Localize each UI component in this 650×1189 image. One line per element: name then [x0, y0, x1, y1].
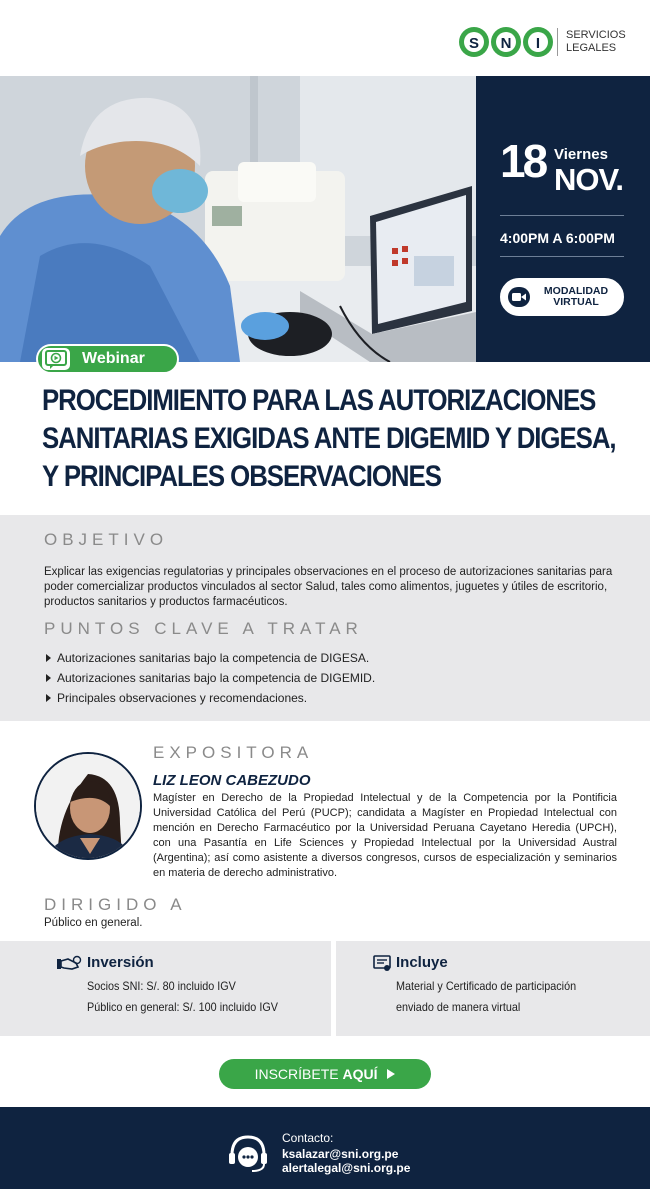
handshake-money-icon [56, 955, 82, 973]
list-item [46, 648, 375, 668]
list-item-text: Principales observaciones y recomendaciones. [57, 691, 308, 705]
play-screen-icon [42, 348, 70, 370]
divider [500, 256, 624, 257]
title-line1: PROCEDIMIENTO PARA LAS AUTORIZACIONES [42, 384, 596, 417]
modality-line2: VIRTUAL [553, 296, 599, 308]
contact-email-2[interactable]: alertalegal@sni.org.pe [282, 1161, 411, 1175]
speaker-bio: Magíster en Derecho de la Propiedad Intelectual y de la Competencia por la Pontificia Universidad Católica del Perú (PUCP); candidata a Magíster en Propiedad Intelectual con mención en Derecho Farmacéutico por la Universidad Peruana Cayetano Heredia (UPCH), con una Pasantía en Life Sciences y Propiedad Intelectual por la Universidad Austral (Argentina); así como asistente a diversos congresos, cursos de especialización y seminarios en materia de derecho administrativo. [153, 792, 617, 879]
sni-logo [459, 26, 553, 58]
incluye-box [336, 941, 650, 1036]
title-line2: SANITARIAS EXIGIDAS ANTE DIGEMID Y DIGESA, [42, 422, 616, 455]
speaker-avatar [34, 752, 142, 860]
logo-letter-s: S [468, 35, 480, 52]
webinar-badge [36, 344, 179, 374]
modality-line1: MODALIDAD [543, 285, 609, 297]
footer [0, 1107, 650, 1189]
register-label-bold: AQUÍ [342, 1066, 378, 1082]
lab-scene-illustration [0, 76, 476, 362]
certificate-icon [373, 955, 393, 973]
play-arrow-icon [387, 1069, 395, 1079]
headset-chat-icon [226, 1131, 270, 1175]
expositora-heading: EXPOSITORA [153, 743, 314, 762]
hero-photo [0, 76, 476, 362]
webinar-title [42, 382, 616, 496]
contact-email-1[interactable]: ksalazar@sni.org.pe [282, 1147, 399, 1161]
header [0, 0, 650, 76]
event-weekday: Viernes [554, 146, 608, 163]
title-line3: Y PRINCIPALES OBSERVACIONES [42, 460, 441, 493]
inversion-box [0, 941, 331, 1036]
webinar-label: Webinar [82, 350, 145, 367]
event-info-panel [476, 76, 650, 362]
contact-label: Contacto: [282, 1131, 334, 1145]
logo-letter-i: I [535, 35, 541, 52]
objetivo-text: Explicar las exigencias regulatorias y principales observaciones en el proceso de autorizaciones sanitarias para poder comercializar productos vinculados al sector Salud, tales como alimentos, juguetes y útiles de escritorio, productos sanitarios y productos farmacéuticos. [44, 566, 613, 608]
modality-badge [500, 278, 624, 316]
inversion-line2: Público en general: S/. 100 incluido IGV [87, 1000, 278, 1014]
objetivo-heading: OBJETIVO [44, 530, 169, 549]
inversion-line1: Socios SNI: S/. 80 incluido IGV [87, 979, 236, 993]
list-item-text: Autorizaciones sanitarias bajo la competencia de DIGESA. [57, 651, 370, 665]
modality-text [536, 286, 616, 308]
speaker-name: LIZ LEON CABEZUDO [153, 772, 311, 789]
register-button[interactable] [219, 1059, 431, 1089]
video-camera-icon [508, 287, 530, 307]
dirigido-heading: DIRIGIDO A [44, 895, 187, 914]
event-time: 4:00PM A 6:00PM [500, 230, 615, 246]
bullet-arrow-icon [46, 674, 51, 682]
logo-divider [557, 28, 558, 56]
pricing-section [0, 939, 650, 1038]
list-item [46, 668, 375, 688]
incluye-title: Incluye [396, 954, 448, 971]
bullet-arrow-icon [46, 694, 51, 702]
puntos-list [46, 648, 375, 708]
register-label-prefix: INSCRÍBETE [254, 1066, 339, 1082]
puntos-heading: PUNTOS CLAVE A TRATAR [44, 619, 363, 638]
dirigido-text: Público en general. [44, 917, 143, 929]
brand-name [566, 29, 626, 55]
logo-letter-n: N [500, 35, 512, 52]
list-item [46, 688, 375, 708]
list-item-text: Autorizaciones sanitarias bajo la competencia de DIGEMID. [57, 671, 376, 685]
bullet-arrow-icon [46, 654, 51, 662]
event-month: NOV. [554, 162, 623, 197]
divider [500, 215, 624, 216]
incluye-line1: Material y Certificado de participación [396, 979, 577, 993]
event-day: 18 [500, 135, 546, 187]
brand-name-line1: SERVICIOS [566, 29, 626, 41]
brand-name-line2: LEGALES [566, 42, 617, 54]
incluye-line2: enviado de manera virtual [396, 1000, 521, 1014]
inversion-title: Inversión [87, 954, 154, 971]
